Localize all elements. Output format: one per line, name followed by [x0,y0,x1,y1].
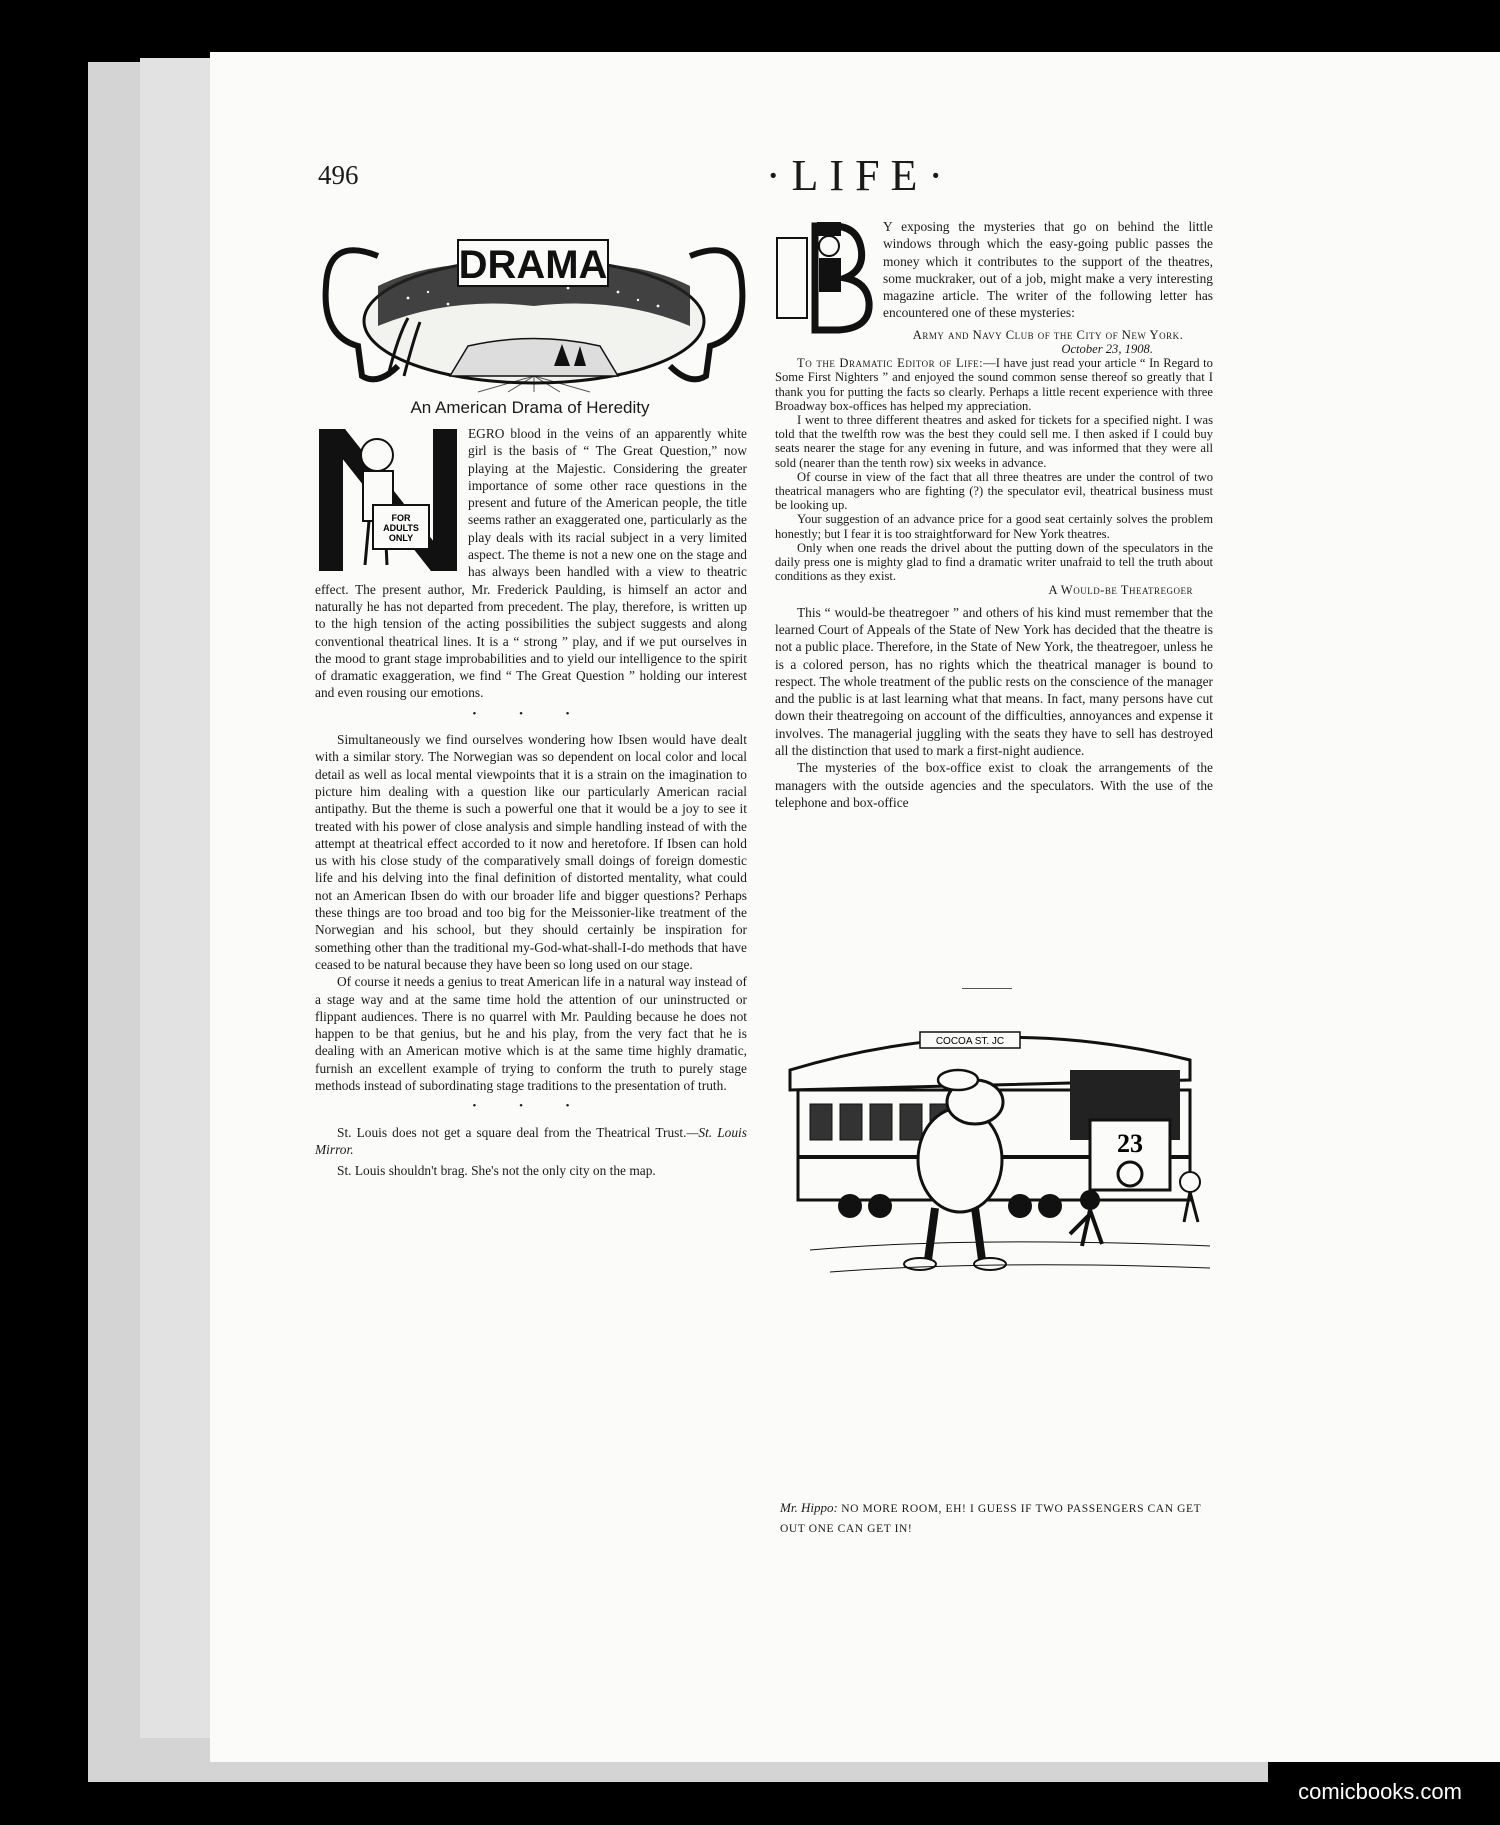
banner-title: DRAMA [458,243,608,287]
letter-block [775,328,1213,598]
squib-source: —St. Louis Mirror. [315,1124,747,1157]
streetcar-route-sign: COCOA ST. JC [935,1036,1005,1047]
article-paragraph-3: Of course it needs a genius to treat American life in a natural way instead of a stage way and at the same time hold the attention of our uninstructed or flippant audiences. There is no quarrel with Mr. Paulding because he does not happen to be that genius, but he and his play, from the very fact that he is dealing with an American motive which is at the same time highly dramatic, furnish an excellent example of trying to conform the truth to purely stage methods instead of subordinating stage traditions to the presentation of truth. [315,974,747,1093]
article-paragraph-1: EGRO blood in the veins of an apparently white girl is the basis of “ The Great Question,” now playing at the Majestic. Considering the greater importance of some other race questions in the present and future of the American people, the title seems rather an exaggerated one, particularly as the play deals with its racial subject in a very limited aspect. The theme is not a new one on the stage and has always been handled with a view to theatric effect. The present author, Mr. Frederick Paulding, is himself an actor and naturally he has not departed from precedent. The play, therefore, is written up to the high tension of the acting possibilities the subject suggests and along conventional theatrical lines. It is a “ strong ” play, and if we put ourselves in the mood to grant stage improbabilities and to yield our intelligence to the spirit of dramatic exaggeration, we find “ The Great Question ” holding our interest and even rousing our emotions. [315,426,747,701]
section-separator: • • • [472,707,590,720]
divider-rule [962,988,1012,989]
letter-paragraph-1 [775,356,1213,413]
reply-paragraph-1: This “ would-be theatregoer ” and others of his kind must remember that the learned Court of Appeals of the State of New York has decided that the theatre is not a public place. Therefore, in the State of New York, the theatregoer, unless he is a colored person, has no rights which the theatrical manager is bound to respect. The whole treatment of the public rests on the conscience of the manager and the public is at last learning what that means. In fact, many persons have cut down their theatregoing on account of the difficulties, annoyances and expense it involves. The managerial juggling with the seats they have to sell has destroyed all the distinction that used to mark a first-night audience. [775,604,1213,759]
svg-text:ADULTS: ADULTS [383,523,419,533]
letter-signature: A Would-be Theatregoer [1048,583,1193,598]
section-separator-2: • • • [472,1100,590,1113]
cartoon-caption [780,1498,1212,1539]
left-column [315,425,747,1179]
article-paragraph-2: Simultaneously we find ourselves wondering how Ibsen would have dealt with a similar story. The Norwegian was so dependent on local color and local detail as well as local mental viewpoints that it is a strain on the imagination to picture him dealing with a question like our particularly American racial antipathy. But the theme is such a powerful one that it would be a joy to see it treated with his power of close analysis and simple handling instead of with the attempt at theatrical effect accorded to it now and heretofore. If Ibsen can hold us with his close study of the comparatively small doings of foreign domestic life and his delving into the final definition of distorted mentality, what could not an American Ibsen do with our broader life and bigger questions? Perhaps these things are too broad and too big for the Meissonier-like treatment of the Norwegian and his school, but they should certainly be inspiration for something other than the traditional my-God-what-shall-I-do methods that have ceased to be natural because they have been so long used on our stage. [315,732,747,972]
article-title: An American Drama of Heredity [410,398,650,417]
squib-line-1 [315,1124,747,1159]
streetcar-number: 23 [1117,1129,1143,1158]
letter-header: Army and Navy Club of the City of New York. [912,327,1184,342]
page-number: 496 [318,160,359,190]
drama-banner-illustration [318,226,750,394]
streetcar-cartoon [770,1010,1215,1290]
svg-text:FOR: FOR [391,513,411,523]
letter-paragraph-2: I went to three different theatres and asked for tickets for a specified night. I was told that the twelfth row was the best they could sell me. I then asked if I could buy seats nearer the stage for any evening in future, and was informed that they were all sold (nearer than the tenth row) six weeks in advance. [775,413,1213,470]
letter-paragraph-1-text: —I have just read your article “ In Regard to Some First Nighters ” and enjoyed the sound common sense thereof so greatly that I thank you for putting the facts so clearly. Perhaps a little recent experience with three Broadway box-offices has helped my appreciation. [775,356,1213,413]
caption-text: NO MORE ROOM, EH! I GUESS IF TWO PASSENGERS CAN GET OUT ONE CAN GET IN! [780,1503,1202,1535]
masthead-life: ·LIFE· [765,151,955,200]
right-column [775,218,1213,811]
dropcap-b-illustration [775,218,875,338]
letter-salutation: To the Dramatic Editor of Life: [797,356,984,371]
squib-line-2: St. Louis shouldn't brag. She's not the only city on the map. [337,1163,656,1179]
reply-paragraph-2: The mysteries of the box-office exist to cloak the arrangements of the managers with the outside agencies and the speculators. With the use of the telephone and box-office [775,760,1213,810]
caption-speaker: Mr. Hippo: [780,1500,838,1515]
site-watermark: comicbooks.com [1298,1779,1462,1804]
letter-paragraph-5: Only when one reads the drivel about the putting down of the speculators in the daily press one is mighty glad to find a dramatic writer unafraid to tell the truth about conditions as they exist. [775,540,1213,584]
svg-text:ONLY: ONLY [388,533,414,543]
letter-paragraph-3: Of course in view of the fact that all three theatres are under the control of two theatrical managers who are fighting (?) the speculator evil, theatrical business must be looking up. [775,469,1213,513]
squib-text-1: St. Louis does not get a square deal from the Theatrical Trust. [337,1124,687,1140]
dropcap-n-illustration [315,425,460,575]
letter-paragraph-4: Your suggestion of an advance price for a good seat certainly solves the problem honestly; but I fear it is too straightforward for New York theatres. [775,512,1213,541]
letter-date: October 23, 1908. [1061,341,1153,356]
right-intro: Y exposing the mysteries that go on behind the little windows through which the easy-going public passes the money which it contributes to the support of the theatres, some muckraker, out of a job, might make a very interesting magazine article. The writer of the following letter has encountered one of these mysteries: [883,219,1213,321]
